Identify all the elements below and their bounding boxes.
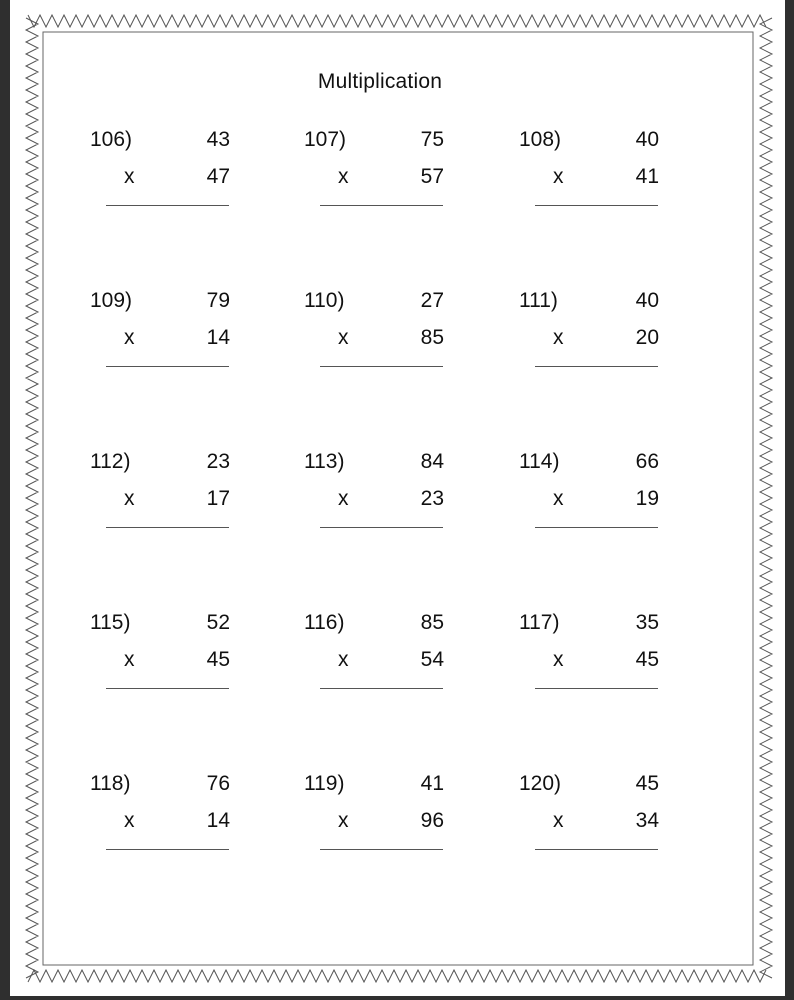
multiplier: 54 <box>420 648 444 671</box>
problem-number: 116) <box>304 611 345 634</box>
problem-119 <box>304 772 444 862</box>
times-sign: x <box>124 648 135 671</box>
problem-number: 106) <box>90 128 133 151</box>
problem-number: 113) <box>304 450 345 473</box>
times-sign: x <box>124 809 135 832</box>
answer-line <box>106 688 229 689</box>
multiplier: 45 <box>635 648 659 671</box>
problem-112 <box>90 450 230 540</box>
multiplier: 34 <box>635 809 659 832</box>
problem-number: 107) <box>304 128 347 151</box>
times-sign: x <box>553 165 564 188</box>
answer-line <box>535 849 658 850</box>
problem-number: 111) <box>519 289 558 312</box>
multiplier: 45 <box>206 648 230 671</box>
multiplier: 14 <box>206 326 230 349</box>
problem-number: 115) <box>90 611 131 634</box>
multiplicand: 40 <box>635 289 659 312</box>
problem-110 <box>304 289 444 379</box>
multiplicand: 23 <box>206 450 230 473</box>
multiplier: 23 <box>420 487 444 510</box>
multiplier: 47 <box>206 165 230 188</box>
problem-107 <box>304 128 444 218</box>
answer-line <box>535 688 658 689</box>
times-sign: x <box>338 487 349 510</box>
multiplicand: 43 <box>206 128 230 151</box>
multiplier: 96 <box>420 809 444 832</box>
problem-number: 108) <box>519 128 562 151</box>
page-title: Multiplication <box>317 70 443 93</box>
problem-number: 119) <box>304 772 345 795</box>
answer-line <box>320 527 443 528</box>
times-sign: x <box>553 326 564 349</box>
answer-line <box>320 366 443 367</box>
problem-108 <box>519 128 659 218</box>
multiplier: 57 <box>420 165 444 188</box>
multiplicand: 75 <box>420 128 444 151</box>
times-sign: x <box>124 165 135 188</box>
problem-number: 117) <box>519 611 560 634</box>
multiplicand: 85 <box>420 611 444 634</box>
multiplicand: 84 <box>420 450 444 473</box>
worksheet-page <box>10 0 785 996</box>
multiplicand: 27 <box>420 289 444 312</box>
times-sign: x <box>553 648 564 671</box>
multiplier: 41 <box>635 165 659 188</box>
times-sign: x <box>124 487 135 510</box>
times-sign: x <box>553 809 564 832</box>
multiplicand: 40 <box>635 128 659 151</box>
problem-120 <box>519 772 659 862</box>
answer-line <box>106 527 229 528</box>
multiplicand: 66 <box>635 450 659 473</box>
problem-number: 109) <box>90 289 133 312</box>
answer-line <box>320 849 443 850</box>
problem-number: 110) <box>304 289 345 312</box>
problem-number: 120) <box>519 772 562 795</box>
problem-118 <box>90 772 230 862</box>
multiplicand: 45 <box>635 772 659 795</box>
answer-line <box>106 205 229 206</box>
answer-line <box>106 849 229 850</box>
problem-number: 114) <box>519 450 560 473</box>
answer-line <box>535 366 658 367</box>
answer-line <box>106 366 229 367</box>
problem-116 <box>304 611 444 701</box>
problem-114 <box>519 450 659 540</box>
times-sign: x <box>338 809 349 832</box>
problem-number: 118) <box>90 772 131 795</box>
multiplier: 19 <box>635 487 659 510</box>
times-sign: x <box>338 165 349 188</box>
multiplicand: 41 <box>420 772 444 795</box>
multiplier: 17 <box>206 487 230 510</box>
multiplicand: 52 <box>206 611 230 634</box>
answer-line <box>320 688 443 689</box>
multiplicand: 76 <box>206 772 230 795</box>
problem-115 <box>90 611 230 701</box>
problem-117 <box>519 611 659 701</box>
problem-113 <box>304 450 444 540</box>
multiplier: 85 <box>420 326 444 349</box>
times-sign: x <box>338 326 349 349</box>
times-sign: x <box>553 487 564 510</box>
multiplicand: 35 <box>635 611 659 634</box>
answer-line <box>535 527 658 528</box>
problem-106 <box>90 128 230 218</box>
problem-111 <box>519 289 659 379</box>
problem-number: 112) <box>90 450 131 473</box>
multiplier: 14 <box>206 809 230 832</box>
multiplicand: 79 <box>206 289 230 312</box>
multiplier: 20 <box>635 326 659 349</box>
answer-line <box>320 205 443 206</box>
answer-line <box>535 205 658 206</box>
problem-109 <box>90 289 230 379</box>
times-sign: x <box>124 326 135 349</box>
times-sign: x <box>338 648 349 671</box>
